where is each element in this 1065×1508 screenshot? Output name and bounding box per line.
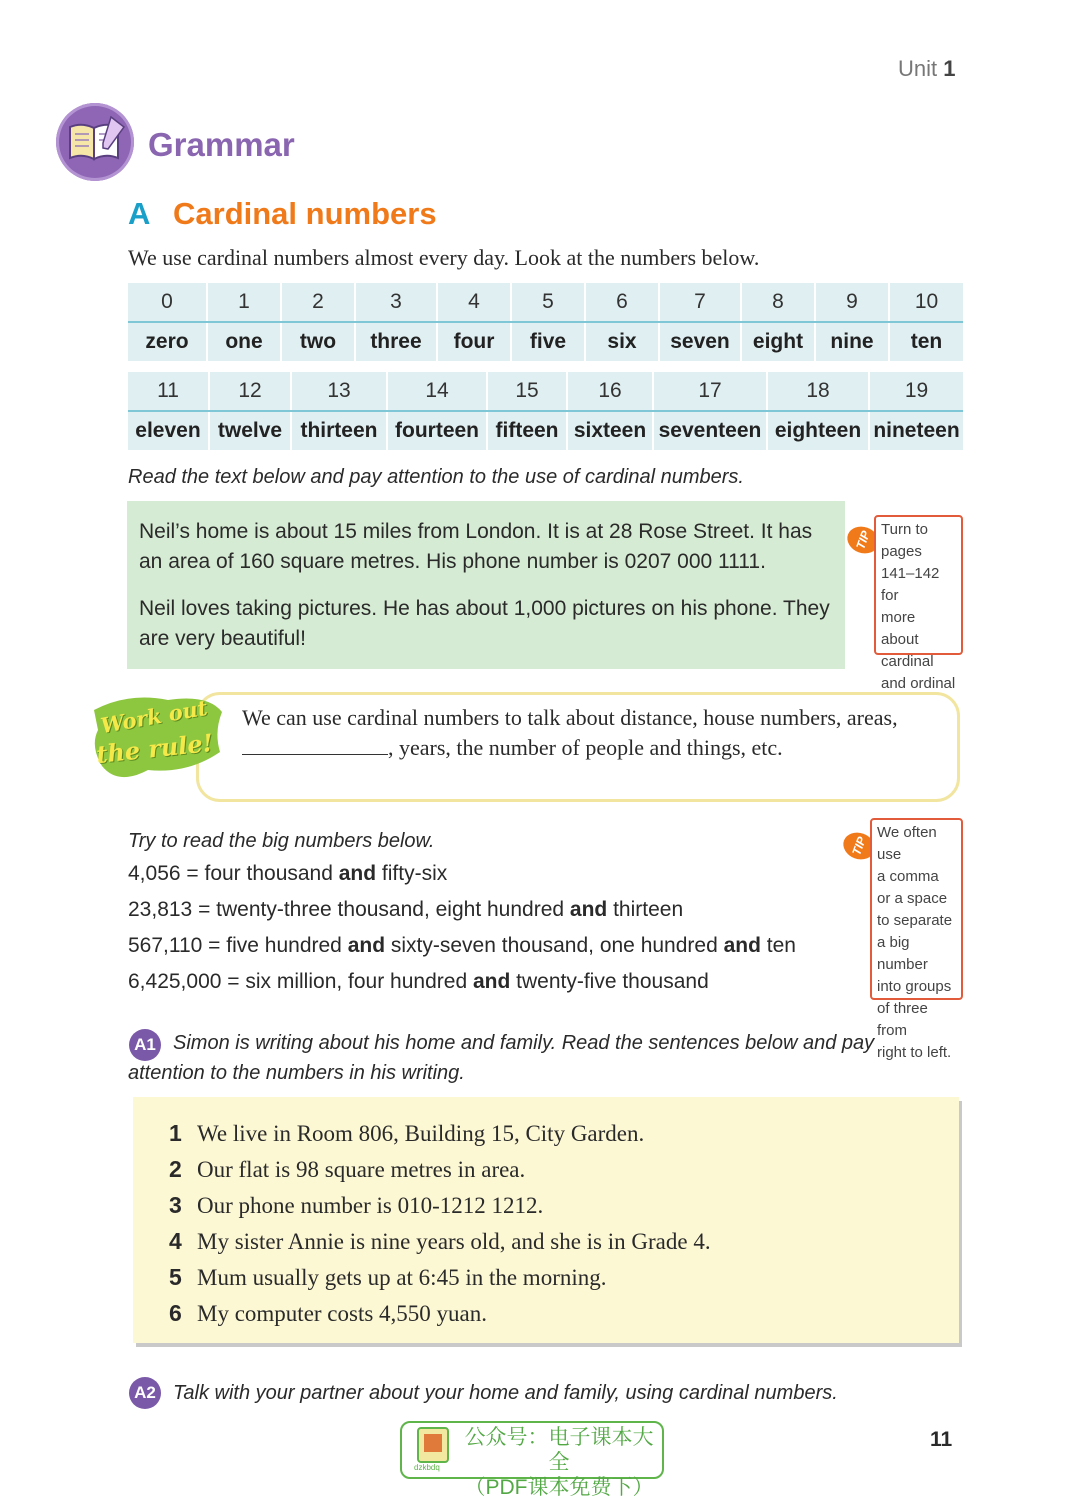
list-item: 6 My computer costs 4,550 yuan.: [169, 1300, 488, 1326]
word-cell: eight: [741, 322, 815, 361]
tip-line: of three from: [877, 1000, 928, 1039]
tip-line: 141–142 for: [881, 565, 940, 604]
a2-instruction: Talk with your partner about your home and family, using cardinal numbers.: [173, 1382, 838, 1404]
number-cell: 8: [741, 283, 815, 322]
big-number-row: 567,110 = five hundred and sixty-seven thousand, one hundred and ten: [128, 934, 796, 957]
tip-line: to separate: [877, 912, 953, 929]
reading-paragraph-1: Neil’s home is about 15 miles from London. It is at 28 Rose Street. It has an area of 160 square metres. His phone number is 0207 000 1111.: [139, 520, 813, 573]
work-out-the-rule-badge: [88, 690, 226, 788]
watermark-text: [462, 1425, 656, 1500]
badge-line-1: Work out: [98, 694, 210, 739]
list-item: 2 Our flat is 98 square metres in area.: [169, 1156, 526, 1182]
tip-box-commas: [870, 818, 963, 1061]
tip-line: a comma: [877, 868, 939, 885]
tip-line: cardinal: [881, 653, 934, 670]
word-cell: thirteen: [291, 411, 387, 450]
tip-badge: TIP: [844, 522, 883, 557]
watermark-icon-text: dzkbdq: [414, 1463, 440, 1472]
word-cell: nineteen: [869, 411, 963, 450]
number-cell: 17: [653, 372, 767, 411]
section-title: Grammar: [148, 126, 295, 163]
tip-line: Turn to pages: [881, 521, 928, 560]
rule-text: [242, 703, 932, 763]
number-cell: 3: [355, 283, 437, 322]
word-cell: eleven: [135, 419, 201, 442]
tip-box-pages: [874, 515, 963, 692]
word-cell: eighteen: [767, 411, 869, 450]
tip-line: and ordinal: [881, 675, 956, 692]
word-cell: ten: [889, 322, 963, 361]
number-cell: 15: [487, 372, 567, 411]
number-cell: 9: [815, 283, 889, 322]
word-cell: five: [511, 322, 585, 361]
tip-line: or a space: [877, 890, 948, 907]
big-numbers-intro: Try to read the big numbers below.: [128, 830, 435, 852]
numbers-table-0-10: [128, 283, 963, 361]
word-cell: two: [281, 322, 355, 361]
number-cell: 12: [209, 372, 291, 411]
intro-text: We use cardinal numbers almost every day. Look at the numbers below.: [128, 245, 760, 270]
list-item: 4 My sister Annie is nine years old, and she is in Grade 4.: [169, 1228, 711, 1254]
a1-instruction: Simon is writing about his home and family. Read the sentences below and pay: [173, 1032, 875, 1054]
big-number-row: 6,425,000 = six million, four hundred and twenty-five thousand: [128, 970, 709, 993]
section-heading: Cardinal numbers: [173, 196, 437, 231]
tip-line: a big number: [877, 934, 928, 973]
badge-line-2: the rule!: [94, 727, 215, 770]
word-cell: fourteen: [387, 411, 487, 450]
sentence-list: [169, 1115, 711, 1331]
fill-in-blank[interactable]: [242, 736, 388, 755]
number-cell: 4: [437, 283, 511, 322]
rule-text-part: We can use cardinal numbers to talk about distance, house numbers, areas,: [242, 705, 898, 730]
reading-paragraph-2: Neil loves taking pictures. He has about 1,000 pictures on his phone. They are very beautiful!: [139, 597, 830, 650]
number-cell: 16: [567, 372, 653, 411]
big-number-row: 23,813 = twenty-three thousand, eight hundred and thirteen: [128, 898, 684, 921]
word-cell: seven: [659, 322, 741, 361]
list-item: 3 Our phone number is 010-1212 1212.: [169, 1192, 544, 1218]
reading-box: [127, 501, 845, 669]
section-letter: A: [128, 196, 151, 231]
tip-line: more about: [881, 609, 919, 648]
tip-line: We often use: [877, 824, 937, 863]
a1-instruction-cont: attention to the numbers in his writing.: [128, 1062, 465, 1084]
number-cell: 5: [511, 283, 585, 322]
tip-badge: TIP: [840, 828, 879, 863]
word-cell: twelve: [209, 411, 291, 450]
list-item: 1 We live in Room 806, Building 15, City Garden.: [169, 1120, 645, 1146]
book-icon: [412, 1426, 456, 1474]
tip-line: into groups: [877, 978, 952, 995]
number-cell: 7: [659, 283, 741, 322]
word-cell: seventeen: [653, 411, 767, 450]
watermark-line-1: 公众号：电子课本大全: [464, 1426, 654, 1474]
watermark-line-2: （PDF课本免费下）: [464, 1476, 654, 1499]
activity-badge-a1: A1: [129, 1029, 161, 1061]
number-cell: 6: [585, 283, 659, 322]
word-cell: sixteen: [567, 411, 653, 450]
tip-line: right to left.: [877, 1044, 952, 1061]
word-cell: three: [355, 322, 437, 361]
unit-label: Unit 1: [898, 56, 956, 81]
sentences-box: [133, 1097, 959, 1343]
number-cell: 1: [207, 283, 281, 322]
number-cell: 19: [869, 372, 963, 411]
number-cell: 2: [281, 283, 355, 322]
word-cell: zero: [145, 330, 189, 353]
activity-badge-a2: A2: [129, 1377, 161, 1409]
word-cell: fifteen: [487, 411, 567, 450]
number-cell: 13: [291, 372, 387, 411]
read-note: Read the text below and pay attention to the use of cardinal numbers.: [128, 466, 744, 488]
numbers-table-11-19: [128, 372, 963, 450]
word-cell: four: [437, 322, 511, 361]
number-cell: 10: [889, 283, 963, 322]
list-item: 5 Mum usually gets up at 6:45 in the morning.: [169, 1264, 607, 1290]
number-cell: 14: [387, 372, 487, 411]
word-cell: six: [585, 322, 659, 361]
page-number: 11: [930, 1428, 953, 1451]
rule-text-part: , years, the number of people and things, etc.: [388, 735, 783, 760]
big-number-row: 4,056 = four thousand and fifty-six: [128, 862, 448, 885]
book-icon: [56, 103, 134, 181]
number-cell: 18: [767, 372, 869, 411]
number-cell: 0: [128, 283, 207, 322]
word-cell: one: [207, 322, 281, 361]
big-numbers-section: [128, 826, 796, 1000]
number-cell: 11: [128, 372, 209, 411]
word-cell: nine: [815, 322, 889, 361]
